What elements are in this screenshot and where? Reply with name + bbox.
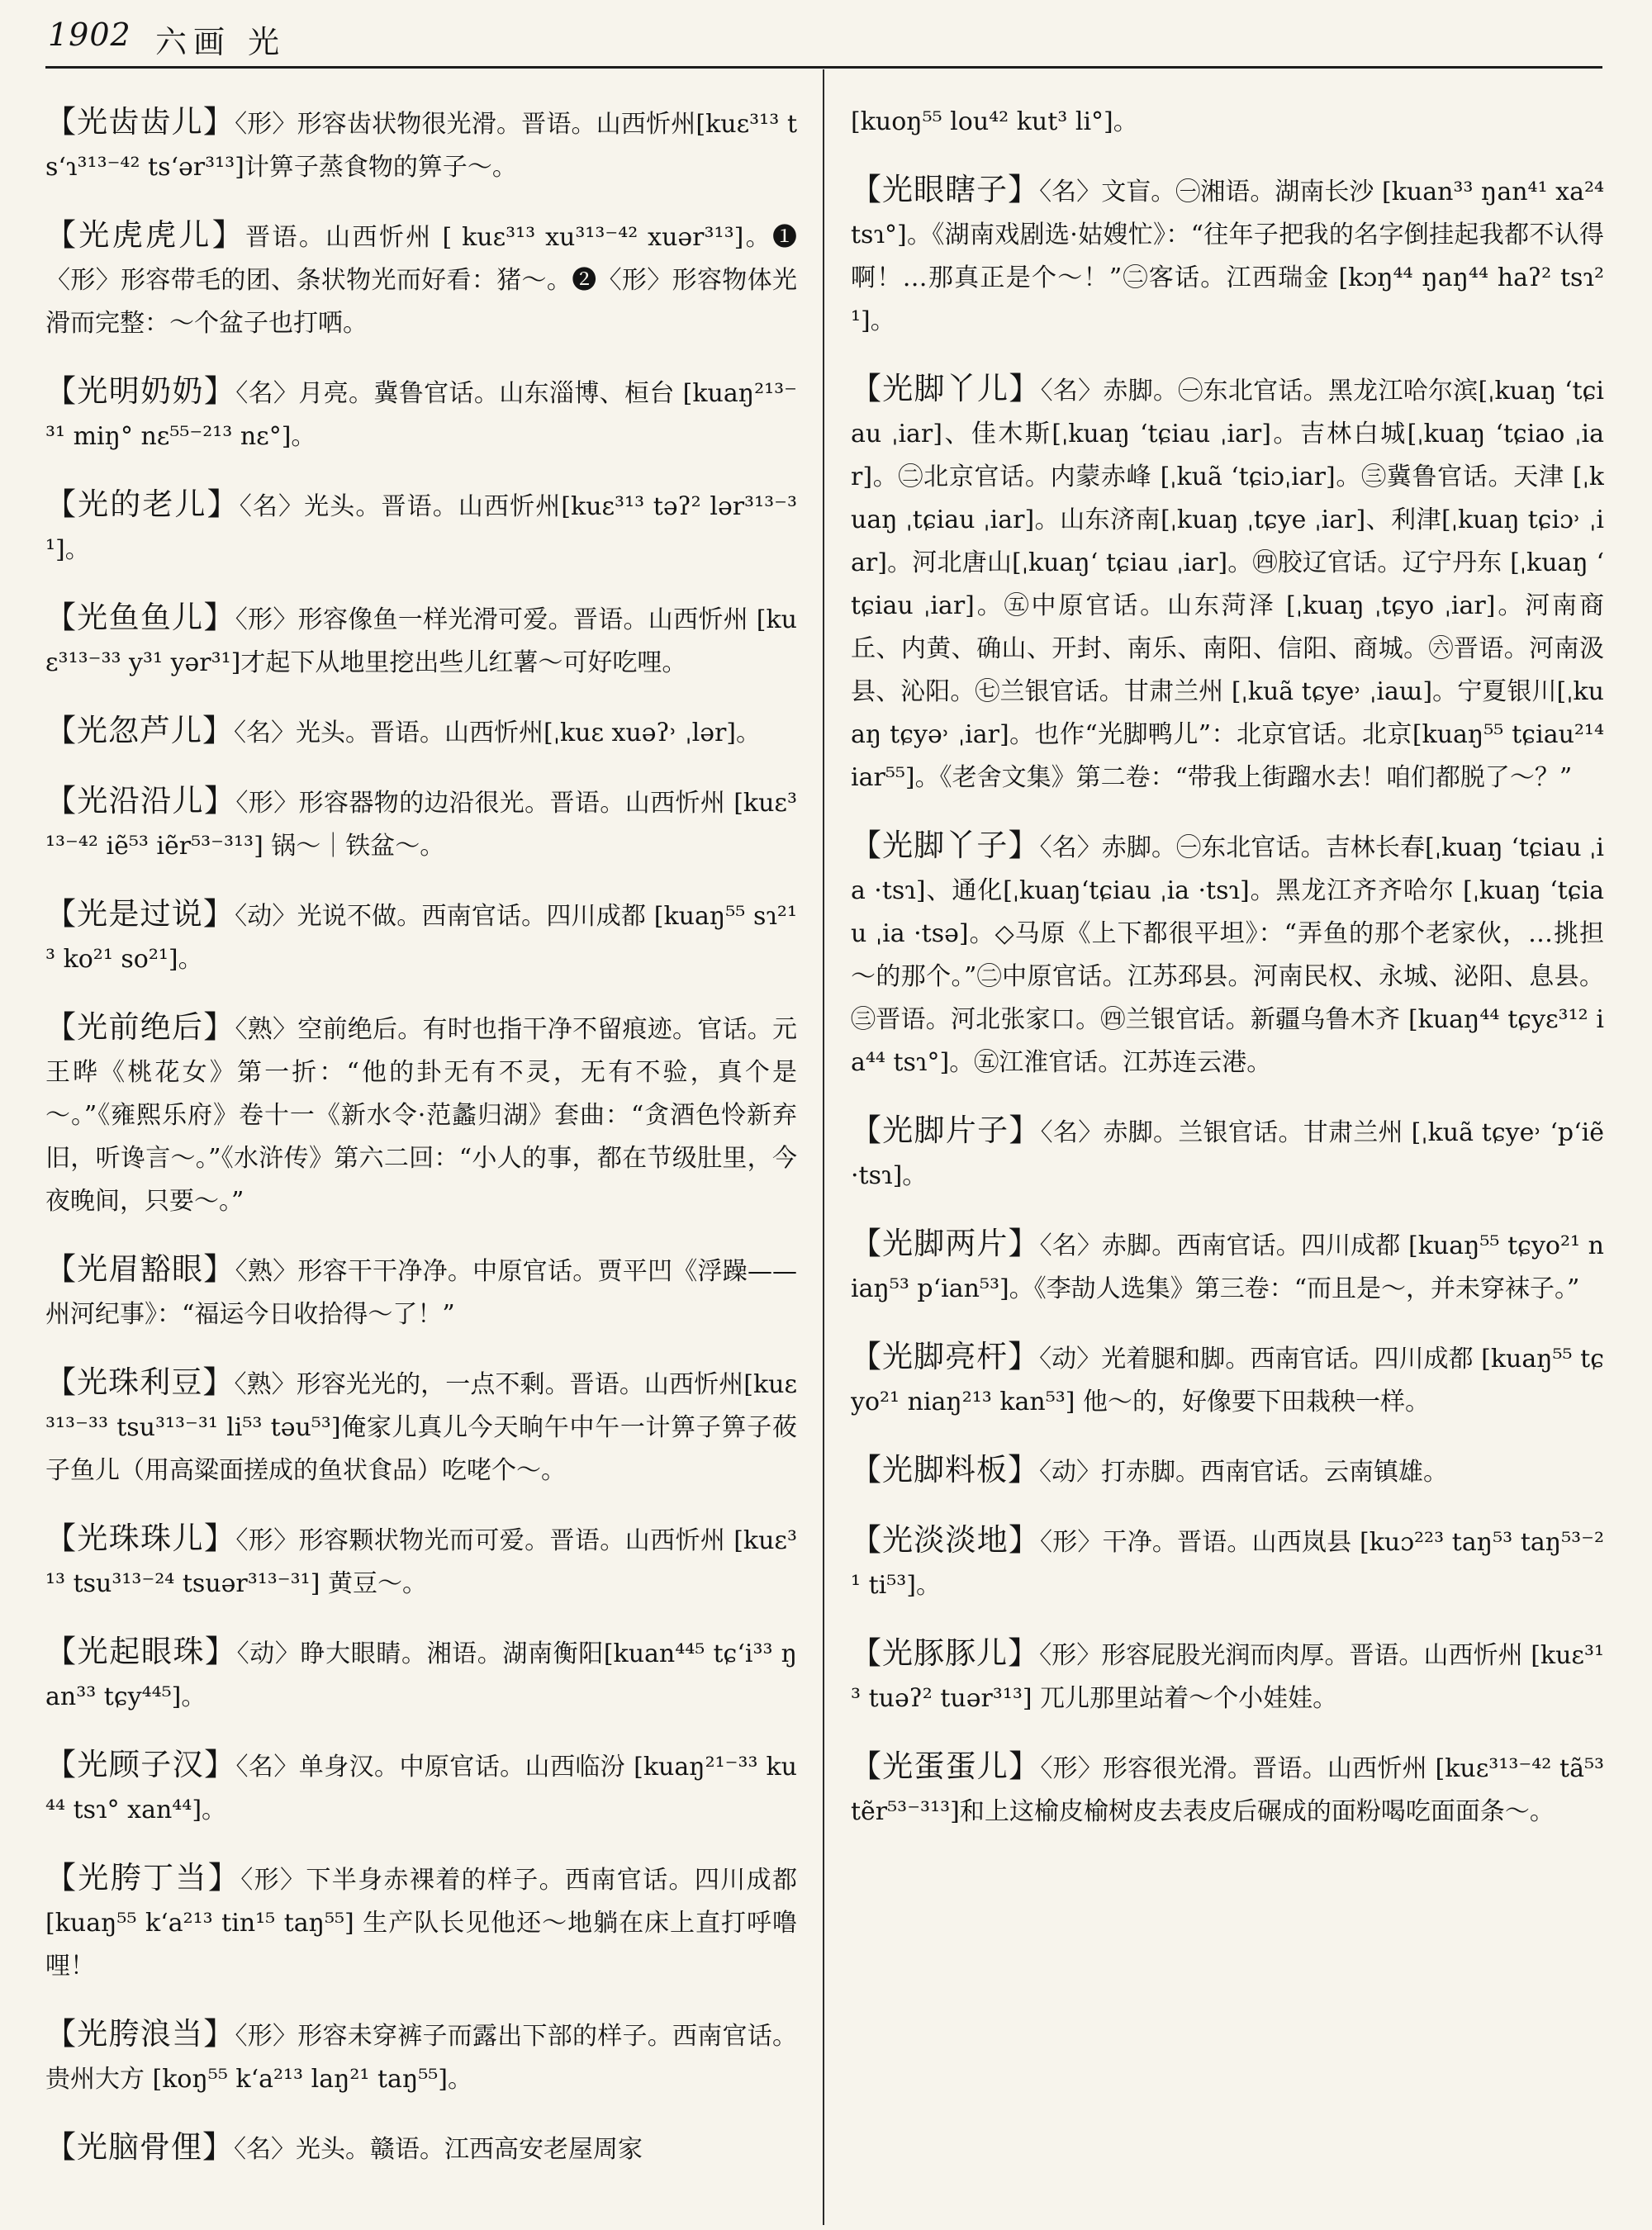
entry-definition: 〈名〉光头。晋语。山西忻州[kuɛ³¹³ təʔ² lər³¹³⁻³¹]。 [45,492,797,564]
entry-definition: 〈动〉光着腿和脚。西南官话。四川成都 [kuaŋ⁵⁵ tɕyo²¹ niaŋ²¹³ kan⁵³] 他～的，好像要下田栽秧一样。 [851,1345,1604,1416]
dictionary-entry [45,2013,797,2101]
entry-headword: 【光忽芦儿】 [45,713,234,748]
entry-headword: 【光前绝后】 [45,1009,235,1045]
entry-definition: 〈形〉下半身赤裸着的样子。西南官话。四川成都 [kuaŋ⁵⁵ kʻa²¹³ tin¹⁵ taŋ⁵⁵] 生产队长见他还～地躺在床上直打呼噜哩！ [45,1866,797,1981]
entry-headword: 【光脚丫儿】 [851,371,1041,406]
entry-continuation: [kuoŋ⁵⁵ lou⁴² kut³ li°]。 [851,107,1138,136]
entry-headword: 【光的老儿】 [45,486,240,522]
entry-headword: 【光沿沿儿】 [45,783,236,818]
entry-definition: 〈名〉赤脚。兰银官话。甘肃兰州 [ˌkuã tɕye˒ ʻpʻiẽ ·tsɿ]。 [851,1118,1604,1190]
entry-headword: 【光脚两片】 [851,1226,1040,1261]
entry-definition: 〈名〉文盲。㊀湘语。湖南长沙 [kuan³³ ŋan⁴¹ xa²⁴ tsɿ°]。《湖南戏剧选·姑嫂忙》：“往年子把我的名字倒挂起我都不认得啊！…那真正是个～！”㊁客话。江西瑞金 [kɔŋ⁴⁴ ŋaŋ⁴⁴ haʔ² tsɿ²¹]。 [851,178,1604,335]
dictionary-entry [851,368,1604,799]
entry-headword: 【光脚料板】 [851,1452,1039,1487]
entry-definition: 〈形〉形容未穿裤子而露出下部的样子。西南官话。贵州大方 [koŋ⁵⁵ kʻa²¹³ laŋ²¹ taŋ⁵⁵]。 [45,2022,797,2094]
dictionary-entry [851,1222,1604,1311]
entry-definition: 〈熟〉形容光光的，一点不剩。晋语。山西忻州[kuɛ³¹³⁻³³ tsu³¹³⁻³¹ li⁵³ təu⁵³]俺家儿真儿今天晌午中午一计箅子箅子莜子鱼儿（用高粱面搓成的鱼状食品）吃咾个～。 [45,1370,797,1485]
entry-definition: 〈名〉单身汉。中原官话。山西临汾 [kuaŋ²¹⁻³³ ku⁴⁴ tsɿ° xan⁴⁴]。 [45,1753,797,1824]
entry-headword: 【光蛋蛋儿】 [851,1748,1041,1784]
dictionary-entry [45,483,797,572]
entry-headword: 【光顾子汉】 [45,1747,236,1782]
dictionary-entry [45,1630,797,1719]
entry-definition: 〈名〉光头。赣语。江西高安老屋周家 [234,2135,643,2164]
entry-definition: 〈形〉形容屁股光润而肉厚。晋语。山西忻州 [kuɛ³¹³ tuəʔ² tuər³¹³] 兀儿那里站着～个小娃娃。 [851,1641,1604,1713]
dictionary-entry [851,1336,1604,1424]
page-header [0,0,1652,74]
header-rule [45,66,1602,69]
entry-headword: 【光胯浪当】 [45,2016,235,2052]
entry-definition: 〈动〉睁大眼睛。湘语。湖南衡阳[kuan⁴⁴⁵ tɕʻi³³ ŋan³³ tɕy⁴⁴⁵]。 [45,1639,797,1711]
entry-definition: 〈形〉形容器物的边沿很光。晋语。山西忻州 [kuɛ³¹³⁻⁴² iẽ⁵³ iẽr⁵³⁻³¹³] 锅～｜铁盆～。 [45,789,797,861]
dictionary-entry [45,370,797,458]
entry-definition: 〈形〉形容齿状物很光滑。晋语。山西忻州[kuɛ³¹³ tsʻɿ³¹³⁻⁴² tsʻər³¹³]计箅子蒸食物的箅子～。 [45,110,797,182]
entry-definition: 〈动〉光说不做。西南官话。四川成都 [kuaŋ⁵⁵ sɿ²¹³ ko²¹ so²¹]。 [45,902,797,974]
entry-headword: 【光虎虎儿】 [45,217,246,253]
entry-headword: 【光脚亮杆】 [851,1339,1040,1374]
entry-definition: 〈形〉形容很光滑。晋语。山西忻州 [kuɛ³¹³⁻⁴² tã⁵³ tẽr⁵³⁻³¹³]和上这榆皮榆树皮去表皮后碾成的面粉喝吃面面条～。 [851,1754,1604,1826]
entry-definition: 〈形〉干净。晋语。山西岚县 [kuɔ²²³ taŋ⁵³ taŋ⁵³⁻²¹ ti⁵³]。 [851,1528,1604,1600]
entry-definition: 〈形〉形容颗状物光而可爱。晋语。山西忻州 [kuɛ³¹³ tsu³¹³⁻²⁴ tsuər³¹³⁻³¹] 黄豆～。 [45,1526,797,1598]
dictionary-entry [45,709,797,755]
entry-headword: 【光眉豁眼】 [45,1251,235,1287]
entry-headword: 【光脑骨俚】 [45,2129,234,2165]
dictionary-entry [45,780,797,868]
dictionary-entry [851,1519,1604,1607]
entry-headword: 【光眼瞎子】 [851,172,1040,207]
entry-definition: 〈名〉光头。晋语。山西忻州[ˌkuɛ xuəʔ˒ ˌlər]。 [234,719,761,747]
dictionary-entry [45,1517,797,1606]
section-heading: 六画 光 [155,24,287,60]
left-column [45,76,797,2223]
entry-headword: 【光珠珠儿】 [45,1521,236,1556]
dictionary-entry [851,1632,1604,1720]
entry-definition: 〈名〉赤脚。㊀东北官话。黑龙江哈尔滨[ˌkuaŋ ʻtɕiau ˌiar]、佳木斯[ˌkuaŋ ʻtɕiau ˌiar]。吉林白城[ˌkuaŋ ʻtɕiao ˌiar]。㊁北京官话。内蒙赤峰 [ˌkuã ʻtɕiɔˌiar]。㊂冀鲁官话。天津 [ˌkuaŋ ˌtɕiau ˌiar]。山东济南[ˌkuaŋ ˌtɕye ˌiar]、利津[ˌkuaŋ tɕiɔ˒ ˌiar]。河北唐山[ˌkuaŋʻ tɕiau ˌiar]。㊃胶辽官话。辽宁丹东 [ˌkuaŋ ʻtɕiau ˌiar]。㊄中原官话。山东菏泽 [ˌkuaŋ ˌtɕyo ˌiar]。河南商丘、内黄、确山、开封、南乐、南阳、信阳、商城。㊅晋语。河南汲县、沁阳。㊆兰银官话。甘肃兰州 [ˌkuã tɕye˒ ˌiaɯ]。宁夏银川[ˌkuaŋ tɕyə˒ ˌiar]。也作“光脚鸭儿”：北京官话。北京[kuaŋ⁵⁵ tɕiau²¹⁴ iar⁵⁵]。《老舍文集》第二卷：“带我上街蹓水去！咱们都脱了～？” [851,377,1604,792]
entry-definition: 〈名〉赤脚。西南官话。四川成都 [kuaŋ⁵⁵ tɕyo²¹ niaŋ⁵³ pʻian⁵³]。《李劼人选集》第三卷：“而且是～，并未穿袜子。” [851,1231,1604,1303]
entry-headword: 【光起眼珠】 [45,1634,237,1669]
dictionary-entry [851,1745,1604,1834]
dictionary-entry [45,214,797,345]
dictionary-entry [45,1248,797,1336]
entry-definition: 〈动〉打赤脚。西南官话。云南镇雄。 [1039,1458,1448,1487]
dictionary-entry [45,1361,797,1492]
entry-headword: 【光胯丁当】 [45,1860,241,1896]
dictionary-entry [45,101,797,189]
entry-headword: 【光是过说】 [45,896,235,932]
dictionary-entry [45,2126,797,2171]
entry-headword: 【光珠利豆】 [45,1364,235,1400]
entry-headword: 【光脚片子】 [851,1113,1041,1148]
entry-definition: 〈熟〉空前绝后。有时也指干净不留痕迹。官话。元王晔《桃花女》第一折：“他的卦无有不灵，无有不验，真个是～。”《雍熙乐府》卷十一《新水令·范蠡归湖》套曲：“贪酒色怜新弃旧，听谗言～。”《水浒传》第六二回：“小人的事，都在节级肚里，今夜晚间，只要～。” [45,1015,797,1216]
column-divider [823,69,824,2225]
entry-definition: 〈名〉月亮。冀鲁官话。山东淄博、桓台 [kuaŋ²¹³⁻³¹ miŋ° nɛ⁵⁵⁻²¹³ nɛ°]。 [45,379,797,451]
dictionary-entry [851,824,1604,1084]
dictionary-entry [45,893,797,981]
entry-headword: 【光豚豚儿】 [851,1635,1040,1671]
entry-definition: 晋语。山西忻州 [ kuɛ³¹³ xu³¹³⁻⁴² xuər³¹³]。❶〈形〉形容带毛的团、条状物光而好看：猪～。❷〈形〉形容物体光滑而完整：～个盆子也打哂。 [45,223,797,338]
dictionary-entry [45,1744,797,1832]
dictionary-entry [851,168,1604,343]
right-column [851,76,1604,2223]
entry-headword: 【光明奶奶】 [45,373,236,409]
dictionary-entry [45,1857,797,1988]
entry-definition: 〈形〉形容像鱼一样光滑可爱。晋语。山西忻州 [kuɛ³¹³⁻³³ y³¹ yər³¹]才起下从地里挖出些儿红薯～可好吃哩。 [45,605,797,677]
entry-headword: 【光鱼鱼儿】 [45,600,235,635]
dictionary-entry [851,1449,1604,1494]
dictionary-entry [45,1006,797,1223]
entry-headword: 【光淡淡地】 [851,1522,1041,1558]
entry-definition: 〈名〉赤脚。㊀东北官话。吉林长春[ˌkuaŋ ʻtɕiau ˌia ·tsɿ]、通化[ˌkuaŋʻtɕiau ˌia ·tsɿ]。黑龙江齐齐哈尔 [ˌkuaŋ ʻtɕiau ˌia ·tsə]。◇马原《上下都很平坦》：“弄鱼的那个老家伙，…挑担～的那个。”㊁中原官话。江苏邳县。河南民权、永城、泌阳、息县。㊂晋语。河北张家口。㊃兰银官话。新疆乌鲁木齐 [kuaŋ⁴⁴ tɕyɛ³¹² ia⁴⁴ tsɿ°]。㊄江淮官话。江苏连云港。 [851,833,1604,1077]
page-number: 1902 [48,17,131,53]
entry-headword: 【光脚丫子】 [851,828,1040,863]
dictionary-entry [851,1109,1604,1198]
entry-headword: 【光齿齿儿】 [45,104,235,140]
entry-definition: 〈熟〉形容干干净净。中原官话。贾平凹《浮躁——州河纪事》：“福运今日收拾得～了！” [45,1257,797,1329]
dictionary-entry [45,596,797,685]
